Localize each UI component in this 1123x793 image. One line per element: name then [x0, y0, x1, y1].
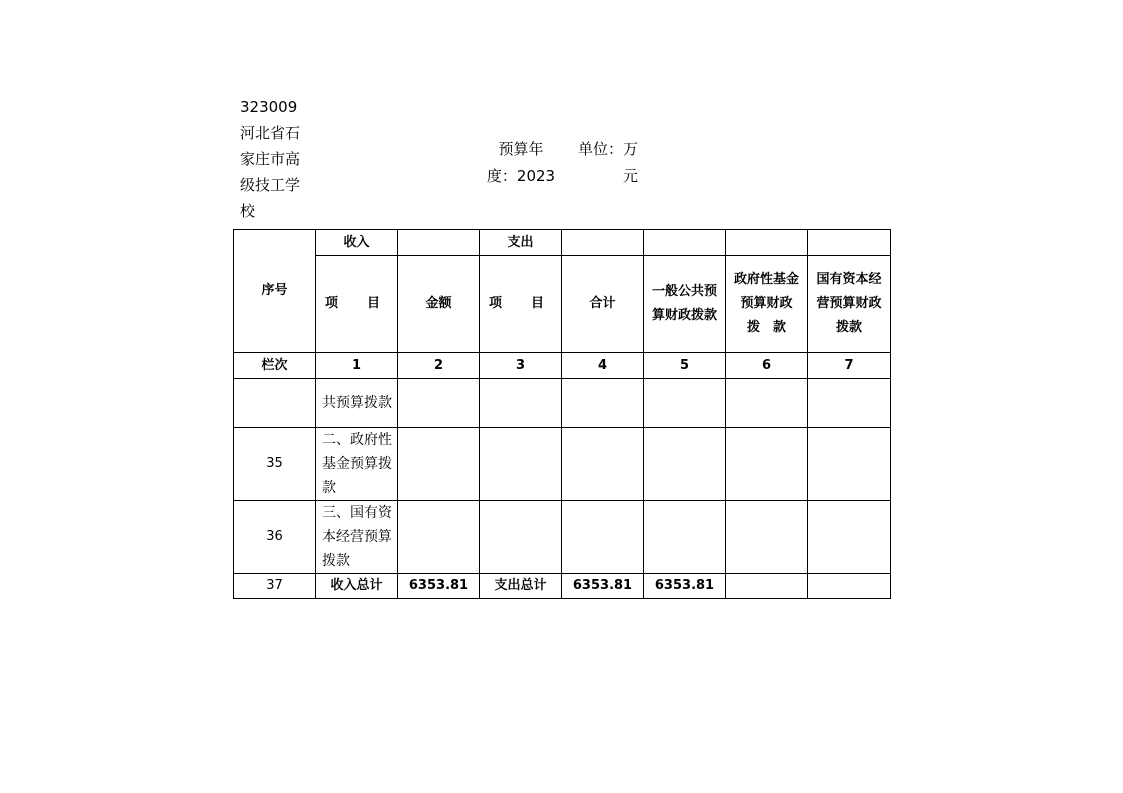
row-income-amount: [398, 379, 480, 428]
row-total: [562, 428, 644, 501]
top-header-blank-2: [562, 230, 644, 256]
row-gov-fund: [726, 428, 808, 501]
row-state-capital: [808, 428, 891, 501]
top-header-blank-3: [644, 230, 726, 256]
col-header-expense-item: 项 目: [480, 256, 562, 353]
row-state-capital: [808, 379, 891, 428]
column-number-1: 1: [316, 353, 398, 379]
table-row: [234, 379, 891, 428]
top-header-blank-1: [398, 230, 480, 256]
table-row: [234, 428, 891, 501]
total-general-public: 6353.81: [644, 574, 726, 599]
row-gov-fund: [726, 379, 808, 428]
total-gov-fund: [726, 574, 808, 599]
row-general-public: [644, 501, 726, 574]
col-header-gov-fund: 政府性基金预算财政 拨 款: [726, 256, 808, 353]
row-income-item: 二、政府性基金预算拨款: [316, 428, 398, 501]
top-header-row: [234, 230, 891, 256]
row-total: [562, 501, 644, 574]
col-header-general-public: 一般公共预算财政拨款: [644, 256, 726, 353]
col-header-total: 合计: [562, 256, 644, 353]
column-number-7: 7: [808, 353, 891, 379]
total-income-amount: 6353.81: [398, 574, 480, 599]
column-number-4: 4: [562, 353, 644, 379]
row-seq: [234, 379, 316, 428]
row-expense-item: [480, 379, 562, 428]
total-state-capital: [808, 574, 891, 599]
row-income-amount: [398, 428, 480, 501]
row-gov-fund: [726, 501, 808, 574]
row-total: [562, 379, 644, 428]
row-expense-item: [480, 428, 562, 501]
budget-year: 预算年度：2023: [486, 140, 556, 185]
row-income-item: 共预算拨款: [316, 379, 398, 428]
total-expense-total: 6353.81: [562, 574, 644, 599]
top-header-income: 收入: [316, 230, 398, 256]
org-code-name: 323009 河北省石家庄市高级技工学校: [240, 98, 301, 220]
top-header-expense: 支出: [480, 230, 562, 256]
row-general-public: [644, 428, 726, 501]
row-seq: 36: [234, 501, 316, 574]
col-header-income-item: 项 目: [316, 256, 398, 353]
row-income-amount: [398, 501, 480, 574]
column-header-row: [234, 256, 891, 353]
row-general-public: [644, 379, 726, 428]
row-income-item: 三、国有资本经营预算拨款: [316, 501, 398, 574]
total-row: [234, 574, 891, 599]
top-header-blank-4: [726, 230, 808, 256]
total-seq: 37: [234, 574, 316, 599]
column-number-2: 2: [398, 353, 480, 379]
row-seq: 35: [234, 428, 316, 501]
column-number-3: 3: [480, 353, 562, 379]
column-numbers-label: 栏次: [234, 353, 316, 379]
row-expense-item: [480, 501, 562, 574]
col-header-state-capital: 国有资本经营预算财政拨款: [808, 256, 891, 353]
column-number-6: 6: [726, 353, 808, 379]
row-state-capital: [808, 501, 891, 574]
column-number-row: [234, 353, 891, 379]
table-row: [234, 501, 891, 574]
budget-table: [233, 229, 891, 599]
unit-label: 单位：万元: [577, 140, 638, 185]
top-header-blank-5: [808, 230, 891, 256]
row-header-seq: 序号: [234, 230, 316, 353]
total-expense-label: 支出总计: [480, 574, 562, 599]
column-number-5: 5: [644, 353, 726, 379]
col-header-amount: 金额: [398, 256, 480, 353]
total-income-label: 收入总计: [316, 574, 398, 599]
